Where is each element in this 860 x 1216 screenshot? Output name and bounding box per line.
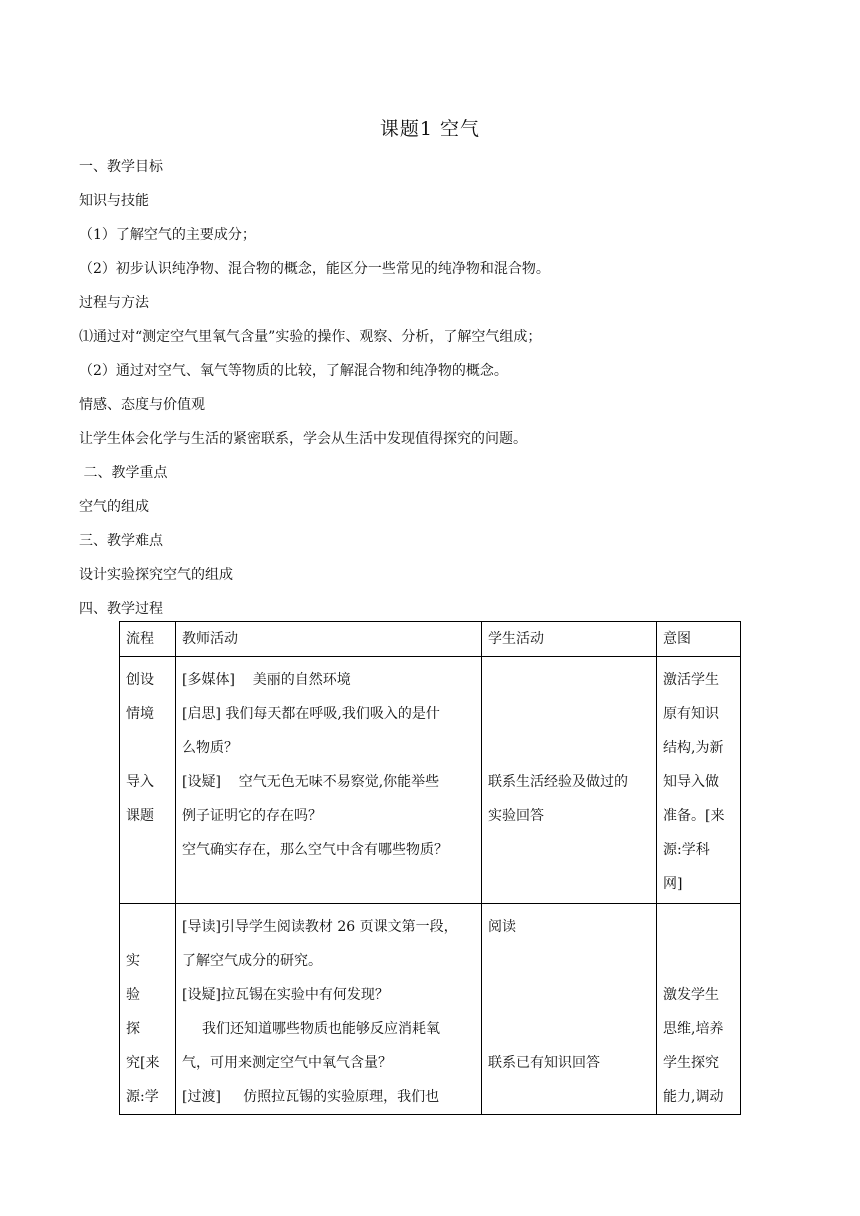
difficulty-text: 设计实验探究空气的组成 xyxy=(79,567,233,583)
student-text: 联系已有知识回答 xyxy=(488,1055,600,1071)
intent-text: 网] xyxy=(663,876,683,892)
column-header-teacher-activity: 教师活动 xyxy=(176,622,482,657)
student-text xyxy=(488,731,650,765)
table-header-row xyxy=(120,622,741,657)
teacher-activity-cell xyxy=(176,904,482,1115)
flow-text: 创设 xyxy=(126,672,154,688)
flow-text: 课题 xyxy=(126,808,154,824)
intent-cell xyxy=(657,657,741,904)
intent-text: 能力,调动 xyxy=(663,1089,724,1105)
objective-item: （2）初步认识纯净物、混合物的概念，能区分一些常见的纯净物和混合物。 xyxy=(79,261,550,277)
flow-text: 实 xyxy=(126,953,140,969)
teacher-text: [多媒体] 美丽的自然环境 xyxy=(182,672,351,688)
key-point-text: 空气的组成 xyxy=(79,499,149,515)
column-header-student-activity: 学生活动 xyxy=(482,622,657,657)
student-text xyxy=(488,1012,650,1046)
page-title: 课题1 空气 xyxy=(379,118,481,140)
student-text xyxy=(488,1080,650,1114)
flow-text xyxy=(126,910,169,944)
objective-item: ⑴通过对“测定空气里氧气含量”实验的操作、观察、分析，了解空气组成； xyxy=(79,329,542,345)
intent-text: 思维,培养 xyxy=(663,1021,724,1037)
flow-text xyxy=(126,731,169,765)
intent-text xyxy=(663,910,734,944)
student-text: 实验回答 xyxy=(488,808,544,824)
intent-text: 学生探究 xyxy=(663,1055,719,1071)
flow-text: 验 xyxy=(126,987,140,1003)
intent-cell xyxy=(657,904,741,1115)
table-row xyxy=(120,657,741,904)
teacher-text: 空气确实存在，那么空气中含有哪些物质？ xyxy=(182,842,448,858)
table-row xyxy=(120,904,741,1115)
flow-text: 情境 xyxy=(126,706,154,722)
subheading-attitude-values: 情感、态度与价值观 xyxy=(79,397,205,413)
teacher-text: 我们还知道哪些物质也能够反应消耗氧 xyxy=(202,1021,440,1037)
section-heading-key-points: 二、教学重点 xyxy=(79,465,168,481)
teacher-text: [设疑] 空气无色无味不易察觉,你能举些 xyxy=(182,774,440,790)
teacher-text: [设疑]拉瓦锡在实验中有何发现？ xyxy=(182,987,389,1003)
column-header-flow: 流程 xyxy=(120,622,176,657)
intent-text: 源:学科 xyxy=(663,842,710,858)
flow-text: 究[来 xyxy=(126,1055,160,1071)
student-text: 阅读 xyxy=(488,919,516,935)
flow-text: 源:学 xyxy=(126,1089,159,1105)
intent-text: 激发学生 xyxy=(663,987,719,1003)
student-activity-cell xyxy=(482,904,657,1115)
teacher-text: [过渡] 仿照拉瓦锡的实验原理，我们也 xyxy=(182,1089,440,1105)
student-text xyxy=(488,663,650,697)
teacher-text: 么物质？ xyxy=(182,740,238,756)
teacher-text: [导读]引导学生阅读教材 26 页课文第一段， xyxy=(182,919,458,935)
teacher-activity-cell xyxy=(176,657,482,904)
student-text xyxy=(488,944,650,978)
section-heading-process: 四、教学过程 xyxy=(79,601,163,617)
section-heading-difficulties: 三、教学难点 xyxy=(79,533,163,549)
objective-item: （1）了解空气的主要成分； xyxy=(79,227,256,243)
student-activity-cell xyxy=(482,657,657,904)
intent-text: 激活学生 xyxy=(663,672,719,688)
flow-text: 探 xyxy=(126,1021,140,1037)
flow-cell xyxy=(120,657,176,904)
student-text xyxy=(488,697,650,731)
subheading-knowledge-skills: 知识与技能 xyxy=(79,193,149,209)
intent-text: 准备。[来 xyxy=(663,808,725,824)
teacher-text: 了解空气成分的研究。 xyxy=(182,953,322,969)
teacher-text: 例子证明它的存在吗？ xyxy=(182,808,322,824)
flow-text: 导入 xyxy=(126,774,154,790)
objective-item: 让学生体会化学与生活的紧密联系，学会从生活中发现值得探究的问题。 xyxy=(79,431,527,447)
lesson-process-table xyxy=(119,621,741,1115)
student-text xyxy=(488,978,650,1012)
teacher-text: [启思] 我们每天都在呼吸,我们吸入的是什 xyxy=(182,706,440,722)
intent-text: 原有知识 xyxy=(663,706,719,722)
flow-cell xyxy=(120,904,176,1115)
intent-text: 知导入做 xyxy=(663,774,719,790)
subheading-process-method: 过程与方法 xyxy=(79,295,149,311)
column-header-intent: 意图 xyxy=(657,622,741,657)
intent-text xyxy=(663,944,734,978)
teacher-text: 气，可用来测定空气中氧气含量？ xyxy=(182,1055,392,1071)
objective-item: （2）通过对空气、氧气等物质的比较，了解混合物和纯净物的概念。 xyxy=(79,363,508,379)
section-heading-objectives: 一、教学目标 xyxy=(79,159,163,175)
intent-text: 结构,为新 xyxy=(663,740,724,756)
student-text: 联系生活经验及做过的 xyxy=(488,774,628,790)
